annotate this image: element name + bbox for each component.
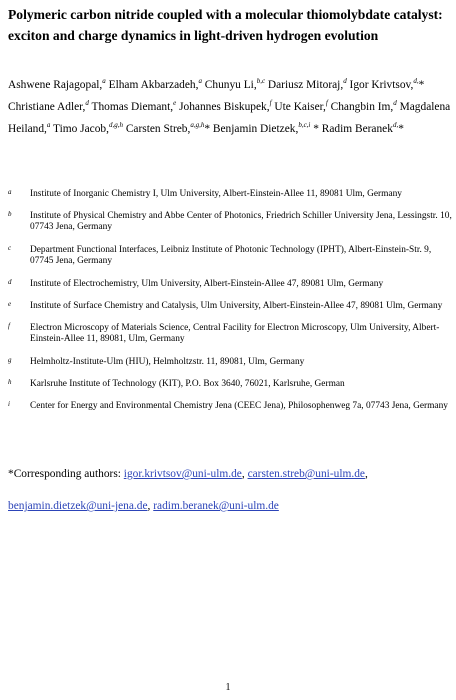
author-name: Carsten Streb, xyxy=(122,123,191,135)
author-line-2 xyxy=(8,96,454,118)
page-number: 1 xyxy=(225,682,231,693)
author-name: Chunyu Li, xyxy=(201,79,257,91)
title-line-1: Polymeric carbon nitride coupled with a molecular thiomolybdate catalyst: xyxy=(8,7,443,22)
author-name: Heiland, xyxy=(8,123,47,135)
affiliation-text: Electron Microscopy of Materials Science, Central Facility for Electron Microscopy, Ulm University, Albert-Einstein-Allee 11, 89081, Ulm, Germany xyxy=(30,323,440,345)
author-name: Igor Krivtsov, xyxy=(346,79,414,91)
affiliation-text: Institute of Electrochemistry, Ulm University, Albert-Einstein-Allee 47, 89081 Ulm, Germany xyxy=(30,279,384,289)
author-affiliation-mark: d xyxy=(343,77,347,86)
author-name: Ashwene Rajagopal, xyxy=(8,79,103,91)
author-affiliation-mark: a xyxy=(46,121,51,130)
affiliation-mark: b xyxy=(8,210,12,218)
author-name: Ute Kaiser, xyxy=(271,101,326,113)
author-affiliation-mark: d, xyxy=(392,121,399,130)
author-name: Changbin Im, xyxy=(327,101,394,113)
affiliation-mark: g xyxy=(8,356,12,364)
affiliation-mark: i xyxy=(8,400,10,408)
affiliation-mark: f xyxy=(8,322,10,330)
affiliation-mark: h xyxy=(8,378,12,386)
author-name: Timo Jacob, xyxy=(50,123,109,135)
author-name: Christiane Adler, xyxy=(8,101,86,113)
author-affiliation-mark: f xyxy=(325,99,328,108)
author-affiliation-mark: d,g,h xyxy=(108,121,123,130)
author-line-1 xyxy=(8,74,454,96)
corresponding-asterisk: * xyxy=(398,123,404,135)
corresponding-line-2 xyxy=(8,490,454,522)
affiliation-mark: c xyxy=(8,244,12,252)
author-affiliation-mark: d xyxy=(85,99,89,108)
author-name: * Benjamin Dietzek, xyxy=(204,123,299,135)
affiliation-text: Helmholtz-Institute-Ulm (HIU), Helmholtzstr. 11, 89081, Ulm, Germany xyxy=(30,357,305,367)
affiliation-text: Karlsruhe Institute of Technology (KIT), P.O. Box 3640, 76021, Karlsruhe, German xyxy=(30,379,345,389)
paper-title xyxy=(8,4,448,46)
affiliation-text: Center for Energy and Environmental Chemistry Jena (CEEC Jena), Philosophenweg 7a, 07743 Jena, Germany xyxy=(30,401,448,411)
affiliation-mark: a xyxy=(8,188,12,196)
author-affiliation-mark: e xyxy=(173,99,177,108)
author-line-3 xyxy=(8,118,454,140)
title-line-2: exciton and charge dynamics in light-driven hydrogen evolution xyxy=(8,28,379,43)
email-link-dietzek[interactable]: benjamin.dietzek@uni-jena.de xyxy=(8,500,148,512)
affiliation-text: Department Functional Interfaces, Leibniz Institute of Photonic Technology (IPHT), Albert-Einstein-Str. 9, 07745 Jena, Germany xyxy=(30,245,432,267)
author-name: * Radim Beranek xyxy=(310,123,393,135)
author-name: Thomas Diemant, xyxy=(88,101,174,113)
affiliation-mark: e xyxy=(8,300,12,308)
email-link-krivtsov[interactable]: igor.krivtsov@uni-ulm.de xyxy=(123,468,242,480)
author-name: Magdalena xyxy=(396,101,451,113)
author-affiliation-mark: d xyxy=(393,99,397,108)
corresponding-label: *Corresponding authors: xyxy=(8,468,124,480)
separator: , xyxy=(241,468,248,480)
affiliation-mark: d xyxy=(8,278,12,286)
author-list xyxy=(8,74,454,140)
corresponding-asterisk: * xyxy=(418,79,425,91)
author-name: Johannes Biskupek, xyxy=(176,101,270,113)
author-affiliation-mark: f xyxy=(269,99,272,108)
author-name: Elham Akbarzadeh, xyxy=(105,79,199,91)
author-affiliation-mark: a xyxy=(102,77,106,86)
email-link-streb[interactable]: carsten.streb@uni-ulm.de xyxy=(247,468,365,480)
corresponding-line-1 xyxy=(8,458,454,490)
author-affiliation-mark: a xyxy=(198,77,202,86)
corresponding-authors xyxy=(8,458,454,522)
separator: , xyxy=(147,500,154,512)
author-affiliation-mark: b,c xyxy=(256,77,266,86)
affiliation-text: Institute of Surface Chemistry and Catalysis, Ulm University, Albert-Einstein-Allee 47, 89081 Ulm, Germany xyxy=(30,301,443,311)
affiliation-text: Institute of Physical Chemistry and Abbe Center of Photonics, Friedrich Schiller University Jena, Lessingstr. 10, 07743 Jena, Germany xyxy=(30,211,452,233)
author-affiliation-mark: b,c,i xyxy=(298,121,311,130)
author-name: Dariusz Mitoraj, xyxy=(265,79,344,91)
separator: , xyxy=(364,468,368,480)
affiliation-text: Institute of Inorganic Chemistry I, Ulm University, Albert-Einstein-Allee 11, 89081 Ulm, Germany xyxy=(30,189,402,199)
author-affiliation-mark: a,g,h xyxy=(190,121,205,130)
email-link-beranek[interactable]: radim.beranek@uni-ulm.de xyxy=(153,500,279,512)
author-affiliation-mark: d, xyxy=(413,77,419,86)
